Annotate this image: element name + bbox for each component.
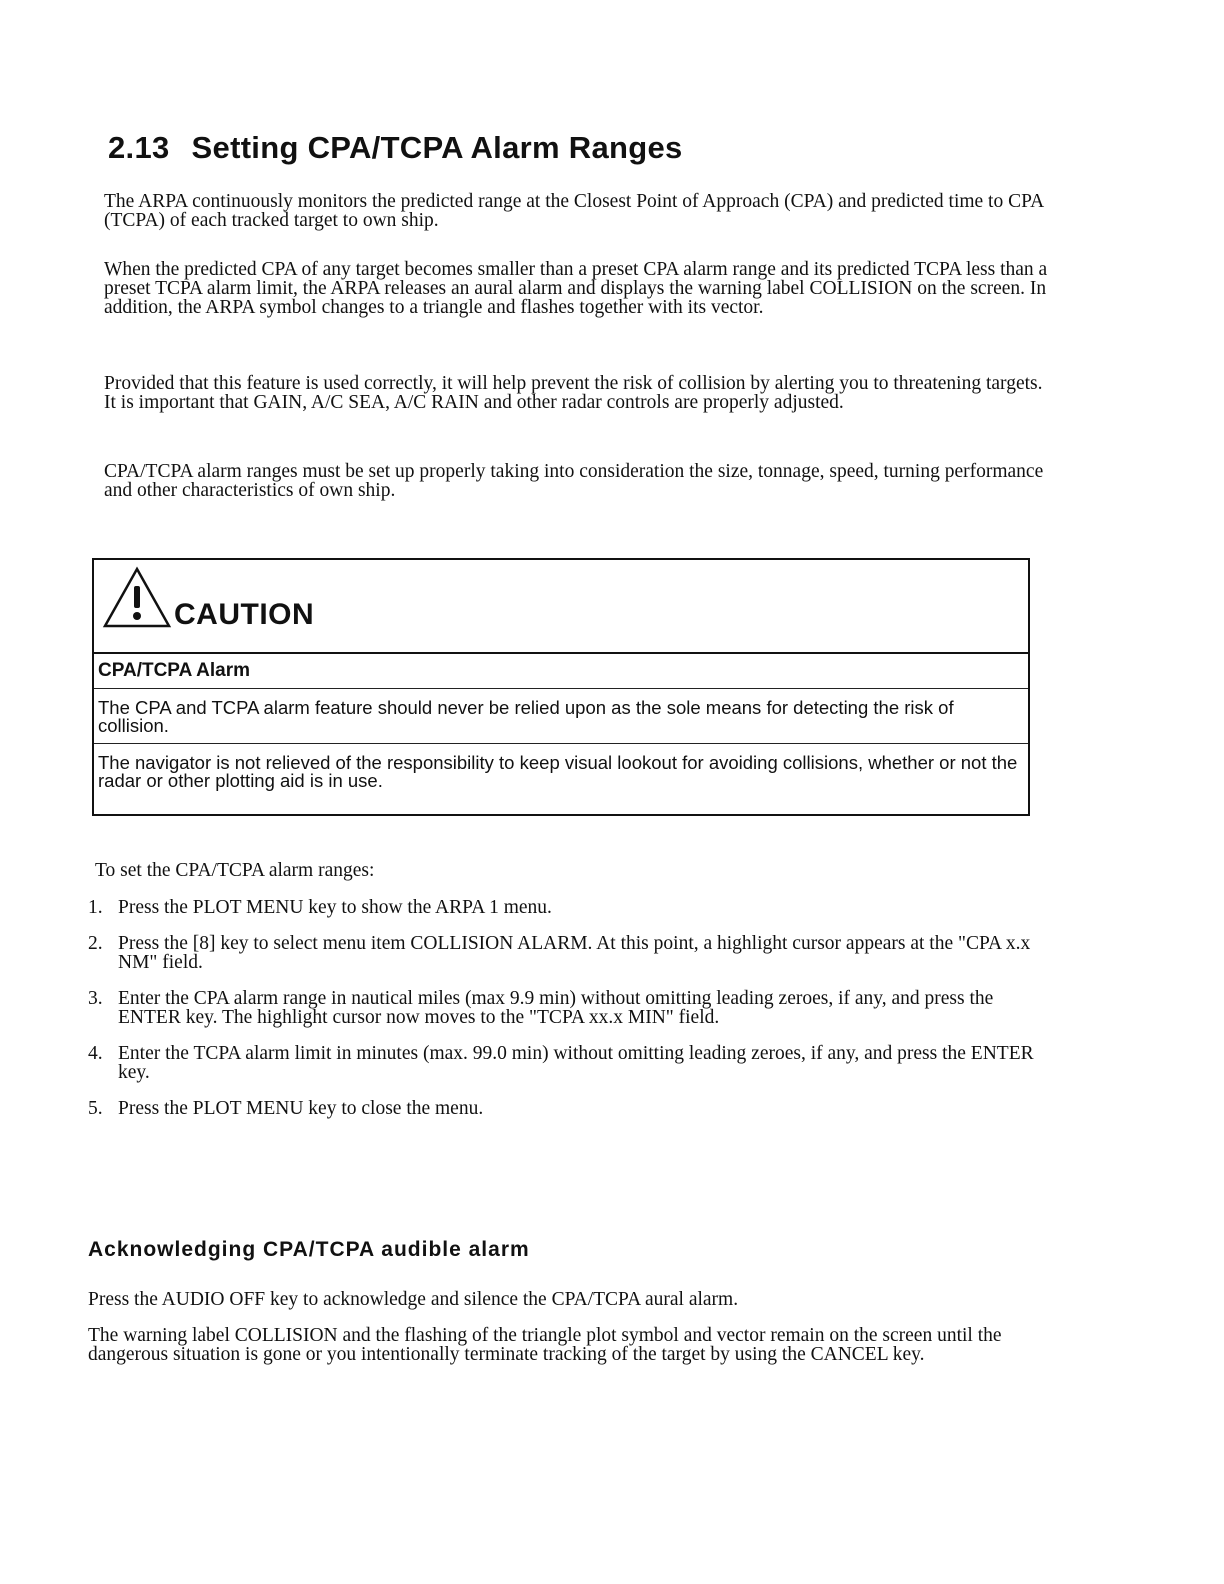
step-text: Enter the CPA alarm range in nautical miles (max 9.9 min) without omitting leading zeroes, if any, and press the ENTER key. The highlight cursor now moves to the "TCPA xx.x MIN" field. — [118, 988, 994, 1028]
step-text: Press the [8] key to select menu item COLLISION ALARM. At this point, a highlight cursor appears at the "CPA x.x NM" field. — [118, 933, 1031, 973]
procedure-step — [88, 898, 1048, 917]
caution-text-visual-lookout: The navigator is not relieved of the responsibility to keep visual lookout for avoiding collisions, whether or not the radar or other plotting aid is in use. — [98, 752, 1018, 791]
paragraph-collision-warning: When the predicted CPA of any target becomes smaller than a preset CPA alarm range and its predicted TCPA less than a preset TCPA alarm limit, the ARPA releases an aural alarm and displays the warning label COLLISION on the screen. In addition, the ARPA symbol changes to a triangle and flashes together with its vector. — [104, 259, 1048, 318]
acknowledge-heading: Acknowledging CPA/TCPA audible alarm — [88, 1238, 530, 1261]
procedure-intro: To set the CPA/TCPA alarm ranges: — [95, 860, 375, 881]
paragraph-radar-controls: Provided that this feature is used correctly, it will help prevent the risk of collision by alerting you to threatening targets. It is important that GAIN, A/C SEA, A/C RAIN and other radar controls are properly adjusted. — [104, 373, 1043, 413]
step-text: Press the PLOT MENU key to close the menu. — [118, 1098, 484, 1119]
step-number: 4. — [88, 1043, 103, 1064]
procedure-step — [88, 1044, 1048, 1082]
step-number: 1. — [88, 897, 103, 918]
step-text: Press the PLOT MENU key to show the ARPA 1 menu. — [118, 897, 552, 918]
procedure-step — [88, 1099, 1048, 1118]
step-text: Enter the TCPA alarm limit in minutes (max. 99.0 min) without omitting leading zeroes, if any, and press the ENTER key. — [118, 1043, 1034, 1083]
paragraph-cpa-monitoring: The ARPA continuously monitors the predicted range at the Closest Point of Approach (CPA) and predicted time to CPA (TCPA) of each tracked target to own ship. — [104, 191, 1044, 231]
paragraph-audio-off: Press the AUDIO OFF key to acknowledge and silence the CPA/TCPA aural alarm. — [88, 1289, 739, 1310]
step-number: 3. — [88, 988, 103, 1009]
caution-header — [94, 560, 1028, 654]
section-number: 2.13 — [108, 130, 170, 165]
step-number: 5. — [88, 1098, 103, 1119]
caution-text-sole-means: The CPA and TCPA alarm feature should never be relied upon as the sole means for detecting the risk of collision. — [94, 689, 1028, 744]
section-title — [108, 130, 683, 166]
paragraph-alarm-setup: CPA/TCPA alarm ranges must be set up properly taking into consideration the size, tonnage, speed, turning performance and other characteristics of own ship. — [104, 461, 1044, 501]
paragraph-collision-label-remains: The warning label COLLISION and the flashing of the triangle plot symbol and vector remain on the screen until the dangerous situation is gone or you intentionally terminate tracking of the target by using the CANCEL key. — [88, 1325, 1002, 1365]
section-title-text: Setting CPA/TCPA Alarm Ranges — [191, 130, 683, 165]
procedure-step — [88, 989, 1048, 1027]
procedure-step — [88, 934, 1048, 972]
procedure-steps — [88, 898, 1048, 1135]
step-number: 2. — [88, 933, 103, 954]
caution-label: CAUTION — [174, 598, 315, 631]
warning-triangle-icon — [102, 566, 172, 630]
caution-box — [92, 558, 1030, 816]
caution-subtitle: CPA/TCPA Alarm — [94, 654, 1028, 689]
